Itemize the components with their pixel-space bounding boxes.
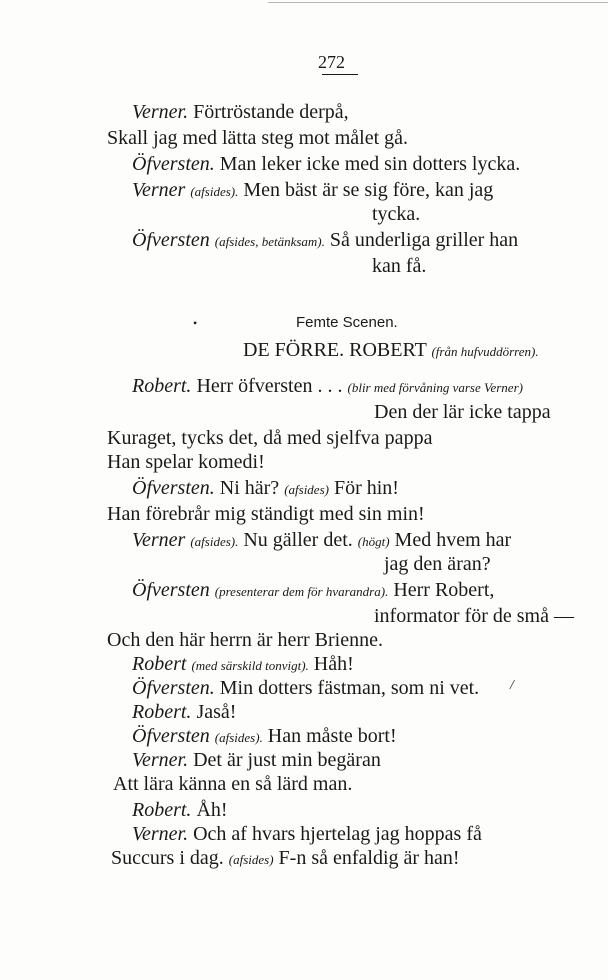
scene-title: Femte Scenen. bbox=[296, 314, 398, 331]
speaker-name: Öfversten. bbox=[132, 477, 215, 499]
verse-text: För hin! bbox=[333, 477, 399, 499]
stage-direction: (afsides). bbox=[190, 534, 239, 549]
verse-text: Med hvem har bbox=[394, 529, 512, 551]
speaker-name: Robert bbox=[132, 653, 187, 675]
speaker-name: Verner bbox=[132, 529, 186, 551]
verse-text: Ni här? bbox=[219, 477, 280, 499]
verse-text: Herr öfversten . . . bbox=[196, 375, 343, 397]
speaker-name: Verner. bbox=[132, 101, 189, 123]
stage-direction: (afsides). bbox=[190, 184, 239, 199]
verse-text: Han spelar komedi! bbox=[107, 451, 265, 473]
verse-line bbox=[132, 228, 518, 254]
verse-text: Kuraget, tycks det, då med sjelfva pappa bbox=[107, 427, 433, 449]
stage-direction: (afsides) bbox=[284, 482, 329, 497]
verse-line bbox=[372, 254, 426, 278]
verse-line bbox=[132, 724, 397, 750]
verse-text: kan få. bbox=[372, 255, 427, 277]
verse-line bbox=[132, 528, 511, 554]
verse-line bbox=[132, 748, 381, 772]
verse-line bbox=[132, 178, 493, 204]
stray-mark: • bbox=[193, 316, 198, 330]
verse-text: Men bäst är se sig före, kan jag bbox=[243, 179, 494, 201]
verse-line bbox=[132, 476, 399, 502]
verse-line bbox=[132, 676, 479, 700]
stage-direction: (med särskild tonvigt). bbox=[191, 658, 309, 673]
verse-text: tycka. bbox=[372, 203, 421, 225]
page-number: 272 bbox=[318, 52, 345, 72]
verse-text: Det är just min begäran bbox=[193, 749, 381, 771]
speaker-name: Verner. bbox=[132, 823, 189, 845]
speaker-name: Verner bbox=[132, 179, 186, 201]
verse-text: Nu gäller det. bbox=[243, 529, 353, 551]
speaker-name: Öfversten. bbox=[132, 153, 215, 175]
speaker-name: Öfversten. bbox=[132, 677, 215, 699]
verse-text: F-n så enfaldig är han! bbox=[278, 847, 460, 869]
scene-cast bbox=[243, 338, 539, 364]
verse-line bbox=[132, 798, 228, 822]
speaker-name: Öfversten bbox=[132, 579, 210, 601]
speaker-name: Robert. bbox=[132, 799, 192, 821]
stage-direction: (afsides) bbox=[228, 852, 274, 867]
top-border-line bbox=[268, 2, 608, 3]
verse-text: Förtröstande derpå, bbox=[193, 101, 349, 123]
verse-text: Och den här herrn är herr Brienne. bbox=[107, 629, 383, 651]
stage-direction: (afsides, betänksam). bbox=[214, 234, 325, 249]
verse-line bbox=[374, 400, 551, 424]
verse-text: Så underliga griller han bbox=[329, 229, 519, 251]
speaker-name: Verner. bbox=[132, 749, 189, 771]
verse-text: Man leker icke med sin dotters lycka. bbox=[219, 153, 521, 175]
verse-line bbox=[132, 578, 494, 604]
verse-line bbox=[132, 652, 354, 678]
verse-text: Succurs i dag. bbox=[111, 847, 224, 869]
verse-text: jag den äran? bbox=[384, 553, 491, 575]
verse-line bbox=[132, 700, 236, 724]
speaker-name: Robert. bbox=[132, 375, 192, 397]
verse-text: Skall jag med lätta steg mot målet gå. bbox=[107, 127, 409, 149]
verse-line bbox=[113, 772, 352, 796]
verse-line bbox=[107, 426, 432, 450]
verse-line bbox=[132, 152, 520, 176]
cast-names: DE FÖRRE. ROBERT bbox=[243, 339, 427, 361]
verse-line bbox=[384, 552, 491, 576]
stage-direction: (högt) bbox=[357, 534, 390, 549]
verse-text: Min dotters fästman, som ni vet. bbox=[219, 677, 480, 699]
verse-line bbox=[132, 822, 482, 846]
verse-text: Håh! bbox=[313, 653, 354, 675]
verse-line bbox=[107, 502, 425, 526]
verse-text: informator för de små — bbox=[374, 605, 574, 627]
verse-text: Herr Robert, bbox=[393, 579, 495, 601]
pencil-mark: / bbox=[510, 678, 514, 693]
speaker-name: Öfversten bbox=[132, 229, 210, 251]
verse-line bbox=[107, 126, 408, 150]
verse-line bbox=[374, 604, 574, 628]
verse-line bbox=[372, 202, 420, 226]
verse-line bbox=[132, 100, 349, 124]
verse-text: Han förebrår mig ständigt med sin min! bbox=[107, 503, 425, 525]
verse-text: Den der lär icke tappa bbox=[374, 401, 551, 423]
verse-line bbox=[111, 846, 460, 872]
speaker-name: Robert. bbox=[132, 701, 192, 723]
verse-line bbox=[107, 628, 383, 652]
verse-line bbox=[132, 374, 523, 400]
verse-line bbox=[107, 450, 265, 474]
verse-text: Åh! bbox=[196, 799, 228, 821]
verse-text: Jaså! bbox=[196, 701, 237, 723]
stage-direction: (blir med förvåning varse Verner) bbox=[347, 380, 523, 395]
stage-direction: (presenterar dem för hvarandra). bbox=[214, 584, 389, 599]
verse-text: Och af hvars hjertelag jag hoppas få bbox=[193, 823, 482, 845]
verse-text: Att lära känna en så lärd man. bbox=[113, 773, 353, 795]
speaker-name: Öfversten bbox=[132, 725, 210, 747]
stage-direction: (från hufvuddörren). bbox=[431, 344, 539, 359]
page-number-rule bbox=[322, 74, 358, 75]
stage-direction: (afsides). bbox=[214, 730, 263, 745]
verse-text: Han måste bort! bbox=[267, 725, 397, 747]
